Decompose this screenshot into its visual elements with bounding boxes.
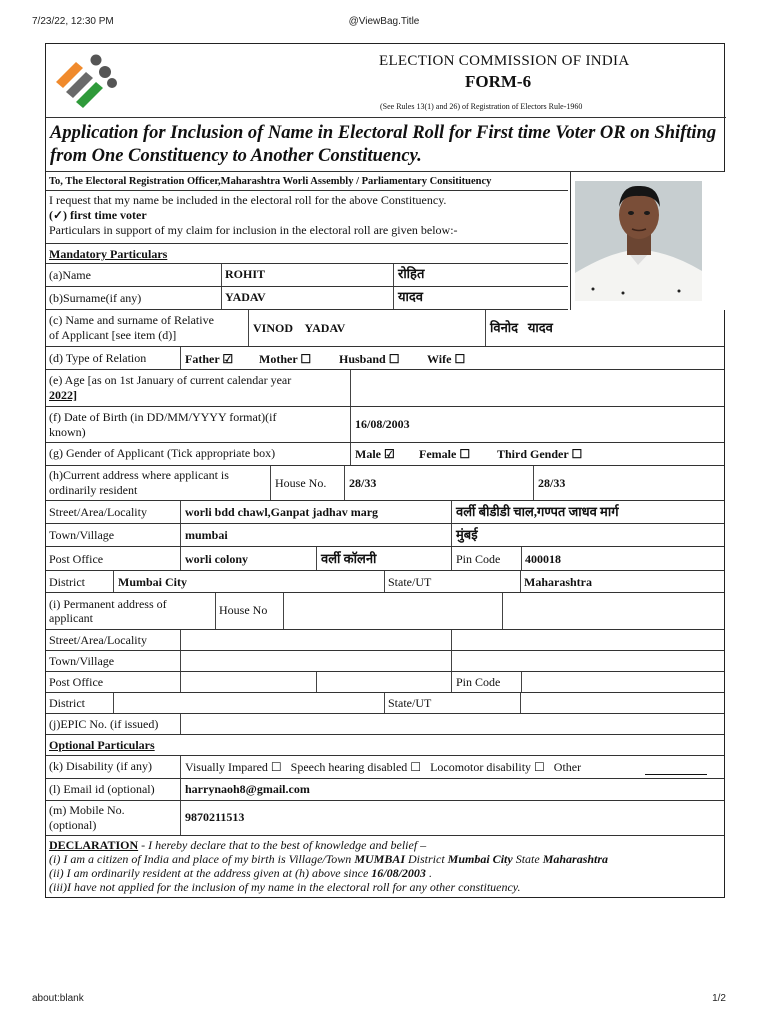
relation-father[interactable]: Father ☑ — [185, 352, 234, 366]
name-label: (a)Name — [49, 268, 91, 282]
street-value-hindi: वर्ली बीडीडी चाल,गण्पत जाधव मार्ग — [456, 504, 619, 519]
surname-value: YADAV — [225, 290, 266, 304]
email-label: (l) Email id (optional) — [49, 782, 155, 796]
mandatory-row — [46, 244, 568, 264]
permanent-town-label: Town/Village — [49, 654, 115, 668]
row-c — [46, 310, 724, 347]
email-value: harrynaoh8@gmail.com — [185, 782, 310, 796]
current-address-label-1: (h)Current address where applicant is — [49, 468, 229, 482]
district-label: District — [49, 575, 85, 589]
decl-l1a: (i) I am a citizen of India and place of my birth is Village/Town — [49, 852, 355, 866]
request-text: I request that my name be included in the electoral roll for the above Constituency. — [49, 193, 447, 207]
relative-value: VINOD YADAV — [253, 321, 346, 335]
relative-label-1: (c) Name and surname of Relative — [49, 313, 214, 327]
row-i-house — [46, 593, 724, 630]
permanent-address-label-2: applicant — [49, 611, 93, 625]
declaration — [46, 836, 724, 899]
org-name: ELECTION COMMISSION OF INDIA — [379, 53, 630, 69]
support-text: Particulars in support of my claim for inclusion in the electoral roll are given below:- — [49, 223, 458, 237]
surname-value-hindi: यादव — [398, 289, 424, 304]
street-value: worli bdd chawl,Ganpat jadhav marg — [185, 505, 379, 519]
disability-options[interactable]: Visually Impared ☐ Speech hearing disabled ☐ Locomotor disability ☐ Other — [185, 760, 582, 774]
relation-label: (d) Type of Relation — [49, 351, 147, 365]
form-number: FORM-6 — [465, 72, 532, 91]
row-h-house — [46, 466, 724, 501]
permanent-postoffice-label: Post Office — [49, 675, 104, 689]
page-title: Application for Inclusion of Name in Electoral Roll for First time Voter OR on Shifting from One Constituency to Another Constituency. — [50, 123, 717, 166]
current-address-label-2: ordinarily resident — [49, 483, 138, 497]
dob-label-2: known) — [49, 425, 86, 439]
mandatory-heading: Mandatory Particulars — [49, 247, 168, 261]
surname-label: (b)Surname(if any) — [49, 291, 142, 305]
pincode-label: Pin Code — [456, 552, 501, 566]
row-i-postoffice — [46, 672, 724, 693]
permanent-house-label: House No — [219, 603, 268, 617]
print-datetime: 7/23/22, 12:30 PM — [32, 16, 114, 27]
district-value: Mumbai City — [118, 575, 187, 589]
row-h-postoffice — [46, 547, 724, 571]
permanent-street-label: Street/Area/Locality — [49, 633, 147, 647]
street-label: Street/Area/Locality — [49, 505, 147, 519]
postoffice-value-hindi: वर्ली कॉलनी — [321, 551, 377, 566]
gender-male[interactable]: Male ☑ — [355, 447, 395, 461]
mobile-label-1: (m) Mobile No. — [49, 803, 125, 817]
declaration-line-1 — [49, 853, 608, 866]
row-i-district — [46, 693, 724, 714]
gender-female[interactable]: Female ☐ — [419, 447, 471, 461]
state-value: Maharashtra — [524, 575, 592, 589]
row-i-street — [46, 630, 724, 651]
decl-l2c: . — [425, 866, 432, 880]
gender-label: (g) Gender of Applicant (Tick appropriate box) — [49, 446, 276, 460]
relative-label-2: of Applicant [see item (d)] — [49, 328, 177, 342]
town-label: Town/Village — [49, 528, 115, 542]
row-m — [46, 801, 724, 836]
disability-other-line — [645, 774, 707, 775]
row-h-town — [46, 524, 724, 547]
decl-birth-town: MUMBAI — [354, 852, 405, 866]
epic-label: (j)EPIC No. (if issued) — [49, 717, 159, 731]
print-page-number: 1/2 — [712, 993, 726, 1004]
dob-label-1: (f) Date of Birth (in DD/MM/YYYY format)(if — [49, 410, 277, 424]
row-a — [46, 264, 568, 287]
row-h-street — [46, 501, 724, 524]
postoffice-value: worli colony — [185, 552, 248, 566]
print-url: about:blank — [32, 993, 84, 1004]
relation-husband[interactable]: Husband ☐ — [339, 352, 400, 366]
house-label: House No. — [275, 476, 327, 490]
relation-wife[interactable]: Wife ☐ — [427, 352, 466, 366]
row-i-town — [46, 651, 724, 672]
applicant-photo — [575, 181, 702, 301]
postoffice-label: Post Office — [49, 552, 104, 566]
age-label-2: 2022] — [49, 388, 77, 402]
name-value: ROHIT — [225, 267, 266, 281]
house-value-hindi: 28/33 — [538, 476, 566, 490]
decl-since-date: 16/08/2003 — [371, 866, 426, 880]
relative-value-hindi: विनोद यादव — [490, 320, 553, 335]
request-row — [46, 191, 568, 244]
rules-note: (See Rules 13(1) and 26) of Registration of Electors Rule-1960 — [380, 102, 583, 111]
town-value: mumbai — [185, 528, 228, 542]
state-label: State/UT — [388, 575, 432, 589]
disability-label: (k) Disability (if any) — [49, 759, 152, 773]
row-j — [46, 714, 724, 735]
permanent-state-label: State/UT — [388, 696, 432, 710]
mobile-value: 9870211513 — [185, 810, 245, 824]
permanent-district-label: District — [49, 696, 85, 710]
decl-district: Mumbai City — [447, 852, 513, 866]
to-row — [46, 172, 568, 191]
row-k — [46, 756, 724, 779]
optional-row — [46, 735, 724, 756]
declaration-line-3: (iii)I have not applied for the inclusion of my name in the electoral roll for any other constituency. — [49, 880, 521, 894]
eci-logo-icon — [52, 50, 122, 112]
row-f — [46, 407, 724, 443]
gender-third[interactable]: Third Gender ☐ — [497, 447, 583, 461]
decl-l1c: District — [405, 852, 448, 866]
first-time-voter: (✓) first time voter — [49, 208, 147, 222]
declaration-intro: - I hereby declare that to the best of knowledge and belief – — [138, 838, 427, 852]
row-h-district — [46, 571, 724, 593]
decl-state: Maharashtra — [542, 852, 609, 866]
dob-value: 16/08/2003 — [355, 417, 410, 431]
decl-l2a: (ii) I am ordinarily resident at the address given at (h) above since — [49, 866, 372, 880]
row-g — [46, 443, 724, 466]
house-value: 28/33 — [349, 476, 377, 490]
row-d — [46, 347, 724, 370]
declaration-line-0 — [49, 839, 426, 852]
permanent-pincode-label: Pin Code — [456, 675, 501, 689]
age-label-1: (e) Age [as on 1st January of current calendar year — [49, 373, 292, 387]
declaration-heading: DECLARATION — [49, 838, 139, 852]
name-value-hindi: रोहित — [398, 266, 425, 281]
pincode-value: 400018 — [525, 552, 561, 566]
row-b — [46, 287, 568, 310]
photo-cell — [570, 172, 726, 310]
row-e — [46, 370, 724, 407]
relation-mother[interactable]: Mother ☐ — [259, 352, 312, 366]
to-line: To, The Electoral Registration Officer,Maharashtra Worli Assembly / Parliamentary Consitituency — [49, 176, 492, 187]
town-value-hindi: मुंबई — [456, 527, 478, 542]
form-6 — [45, 43, 725, 898]
mobile-label-2: (optional) — [49, 818, 97, 832]
print-header — [32, 16, 736, 30]
optional-heading: Optional Particulars — [49, 738, 155, 752]
permanent-address-label-1: (i) Permanent address of — [49, 597, 167, 611]
declaration-line-2 — [49, 867, 432, 880]
print-footer — [32, 993, 736, 1007]
decl-l1e: State — [512, 852, 543, 866]
form-header — [46, 44, 726, 118]
print-page-title: @ViewBag.Title — [348, 16, 420, 27]
title-row — [46, 118, 724, 172]
row-l — [46, 779, 724, 801]
